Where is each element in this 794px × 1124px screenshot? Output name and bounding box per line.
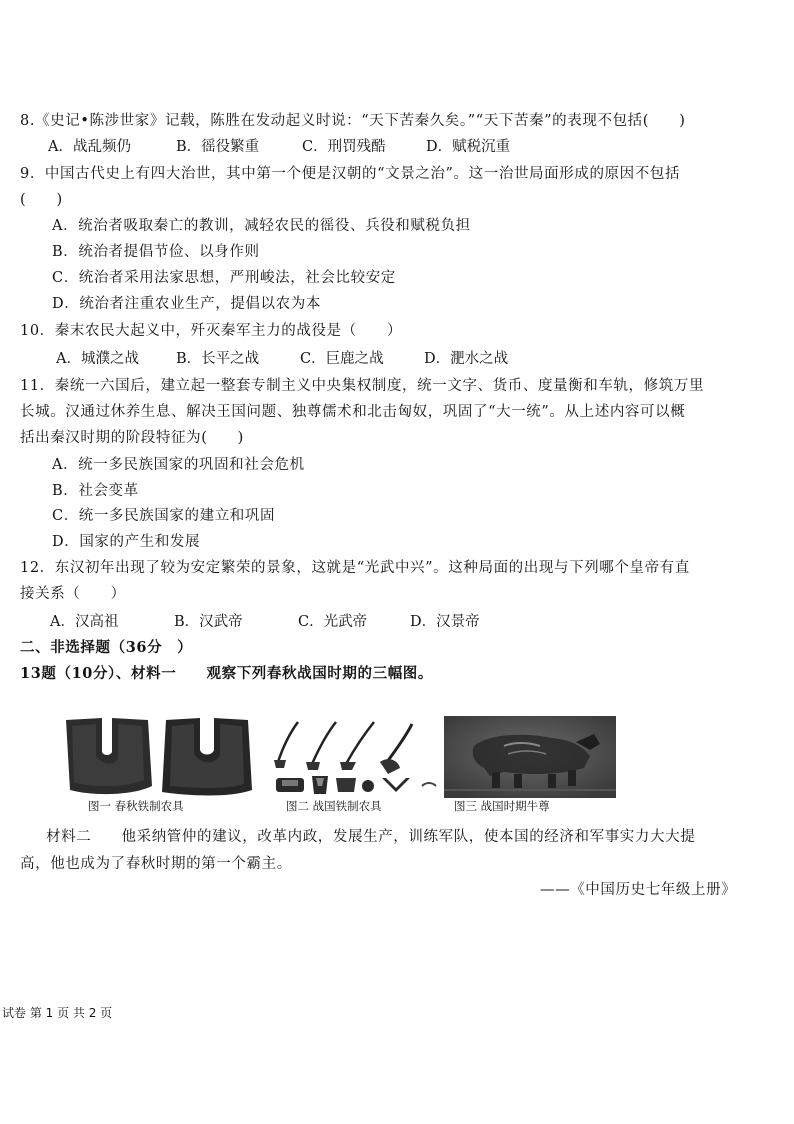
q9-stem-paren: ( ): [20, 192, 63, 208]
figure-1-caption: 图一 春秋铁制农具: [88, 799, 184, 813]
figure-2-caption: 图二 战国铁制农具: [286, 799, 382, 813]
figure-3: [444, 716, 616, 798]
material2-source: ——《中国历史七年级上册》: [540, 882, 737, 898]
q8-options: [48, 137, 788, 157]
iron-tools-illustration: [62, 716, 272, 796]
q12-option-a: A．汉高祖: [50, 614, 119, 630]
q12-options: [50, 612, 780, 632]
q12-stem-line2: 接关系（ ）: [20, 586, 126, 602]
warring-states-tools-illustration: [272, 716, 444, 798]
q10-option-b: B．长平之战: [176, 351, 260, 367]
q11-option-d: D．国家的产生和发展: [52, 534, 201, 550]
q11-option-b: B．社会变革: [52, 483, 139, 499]
q9-option-c: C．统治者采用法家思想，严刑峻法，社会比较安定: [52, 270, 396, 286]
material2-line2: 高，他也成为了春秋时期的第一个霸主。: [20, 856, 292, 872]
q8-option-b: B．徭役繁重: [176, 139, 260, 155]
q8-stem: 8.《史记•陈涉世家》记载，陈胜在发动起义时说：“天下苦秦久矣。”“天下苦秦”的表现不包括( ): [20, 113, 686, 129]
q11-option-c: C．统一多民族国家的建立和巩固: [52, 508, 276, 524]
q10-option-a: A．城濮之战: [56, 351, 139, 367]
q10-option-d: D．淝水之战: [424, 351, 509, 367]
q12-option-d: D．汉景帝: [410, 614, 480, 630]
q8-option-c: C．刑罚残酷: [302, 139, 386, 155]
q11-stem-line2: 长城。汉通过休养生息、解决王国问题、独尊儒术和北击匈奴，巩固了“大一统”。从上述内容可以概: [20, 404, 686, 420]
q11-option-a: A．统一多民族国家的巩固和社会危机: [52, 457, 305, 473]
q12-option-c: C．光武帝: [298, 614, 368, 630]
q13-intro: 13题（10分）、材料一 观察下列春秋战国时期的三幅图。: [20, 665, 434, 682]
q10-options: [56, 349, 786, 369]
q11-stem-line3: 括出秦汉时期的阶段特征为( ): [20, 430, 244, 446]
figure-2: [272, 716, 444, 798]
q10-option-c: C．巨鹿之战: [300, 351, 384, 367]
q9-stem: 9．中国古代史上有四大治世，其中第一个便是汉朝的“文景之治”。这一治世局面形成的原因不包括: [20, 166, 681, 182]
page-footer: 试卷 第 1 页 共 2 页: [2, 1006, 113, 1020]
q12-stem-line1: 12．东汉初年出现了较为安定繁荣的景象，这就是“光武中兴”。这种局面的出现与下列哪个皇帝有直: [20, 560, 690, 576]
q10-stem: 10．秦末农民大起义中，歼灭秦军主力的战役是（ ）: [20, 323, 403, 339]
q8-option-a: A．战乱频仍: [48, 139, 131, 155]
q9-option-a: A．统治者吸取秦亡的教训，减轻农民的徭役、兵役和赋税负担: [52, 218, 471, 234]
figure-3-caption: 图三 战国时期牛尊: [454, 799, 550, 813]
material2-line1: 材料二 他采纳管仲的建议，改革内政，发展生产，训练军队，使本国的经济和军事实力大大提: [46, 829, 696, 845]
ox-zun-photo: [444, 716, 616, 798]
q8-option-d: D．赋税沉重: [426, 139, 511, 155]
figure-1: [62, 716, 272, 796]
q9-option-b: B．统治者提倡节俭、以身作则: [52, 244, 260, 260]
q12-option-b: B．汉武帝: [174, 614, 243, 630]
q9-option-d: D．统治者注重农业生产，提倡以农为本: [52, 296, 321, 312]
section2-heading: 二、非选择题（36分 ）: [20, 639, 193, 656]
q11-stem-line1: 11．秦统一六国后，建立起一整套专制主义中央集权制度，统一文字、货币、度量衡和车轨，修筑万里: [20, 378, 705, 394]
